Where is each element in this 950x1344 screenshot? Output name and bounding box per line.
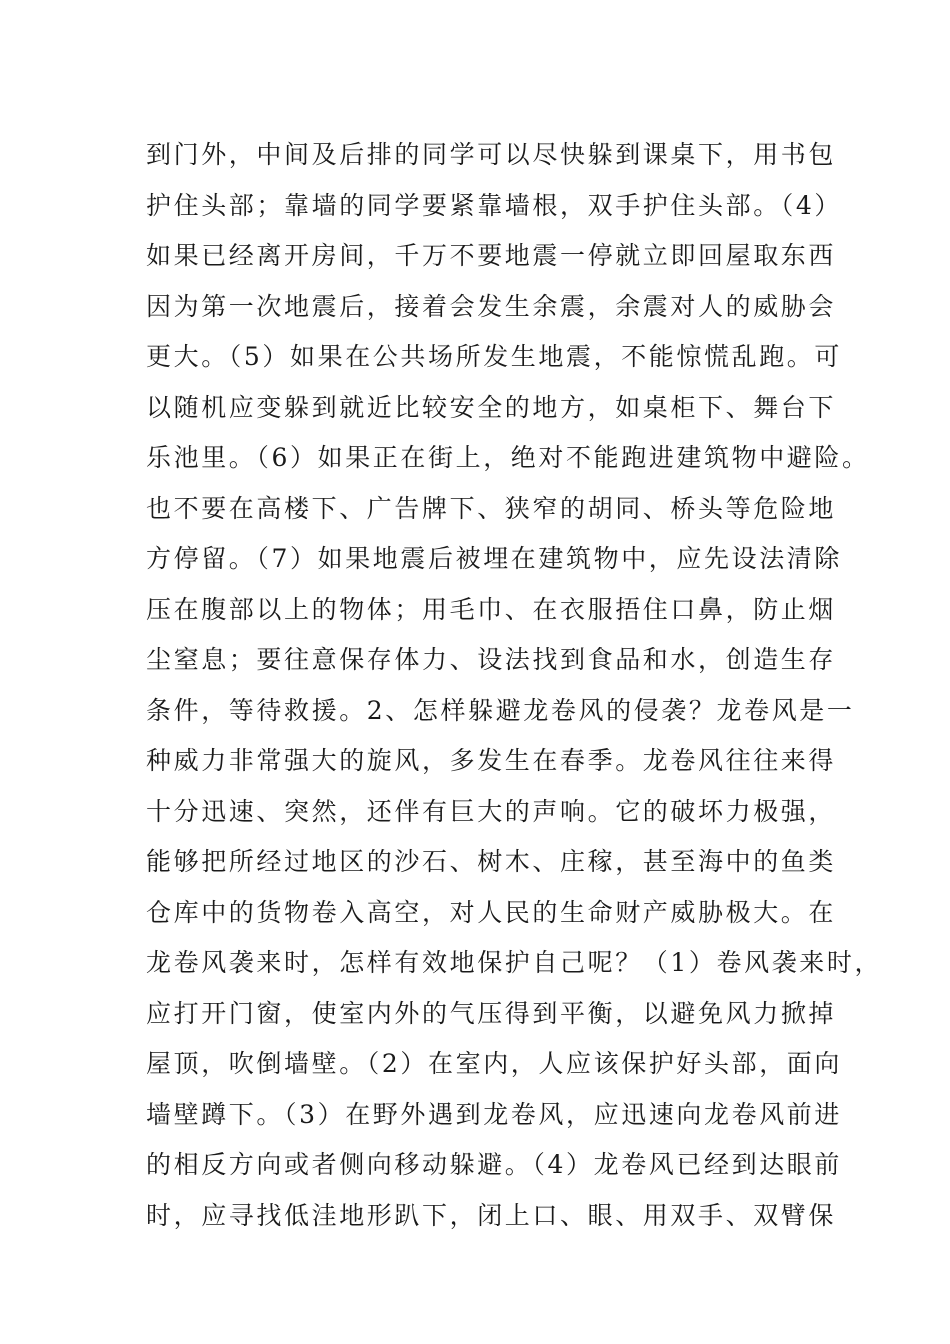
text-line: 到门外，中间及后排的同学可以尽快躲到课桌下，用书包 — [146, 140, 837, 169]
text-line: 种威力非常强大的旋风，多发生在春季。龙卷风往往来得 — [146, 746, 837, 775]
text-line: 时，应寻找低洼地形趴下，闭上口、眼、用双手、双臂保 — [146, 1200, 837, 1230]
text-line: 十分迅速、突然，还伴有巨大的声响。它的破坏力极强， — [146, 796, 837, 826]
text-line: 墙壁蹲下。（3）在野外遇到龙卷风，应迅速向龙卷风前进 — [146, 1099, 843, 1129]
text-line: 条件，等待救援。2、怎样躲避龙卷风的侵袭？龙卷风是一 — [146, 695, 855, 725]
text-line: 也不要在高楼下、广告牌下、狭窄的胡同、桥头等危险地 — [146, 493, 837, 523]
text-line: 屋顶，吹倒墙壁。（2）在室内，人应该保护好头部，面向 — [146, 1049, 843, 1078]
text-line: 能够把所经过地区的沙石、树木、庄稼，甚至海中的鱼类 — [146, 847, 837, 876]
text-line: 如果已经离开房间，千万不要地震一停就立即回屋取东西 — [146, 241, 837, 270]
text-line: 因为第一次地震后，接着会发生余震，余震对人的威胁会 — [146, 291, 837, 321]
text-line: 仓库中的货物卷入高空，对人民的生命财产威胁极大。在 — [146, 897, 837, 927]
text-line: 护住头部；靠墙的同学要紧靠墙根，双手护住头部。（4） — [146, 190, 843, 220]
text-line: 压在腹部以上的物体；用毛巾、在衣服捂住口鼻，防止烟 — [146, 594, 837, 624]
body-text — [146, 130, 883, 1241]
text-line: 更大。（5）如果在公共场所发生地震，不能惊慌乱跑。可 — [146, 342, 843, 371]
text-line: 方停留。（7）如果地震后被埋在建筑物中，应先设法清除 — [146, 544, 843, 573]
text-line: 以随机应变躲到就近比较安全的地方，如桌柜下、舞台下 — [146, 392, 837, 422]
text-line: 乐池里。（6）如果正在街上，绝对不能跑进建筑物中避险。 — [146, 443, 870, 472]
text-line: 尘窒息；要往意保存体力、设法找到食品和水，创造生存 — [146, 645, 837, 674]
text-line: 应打开门窗，使室内外的气压得到平衡，以避免风力掀掉 — [146, 998, 837, 1028]
text-line: 龙卷风袭来时，怎样有效地保护自己呢？（1）卷风袭来时， — [146, 948, 883, 977]
text-line: 的相反方向或者侧向移动躲避。（4）龙卷风已经到达眼前 — [146, 1150, 843, 1179]
